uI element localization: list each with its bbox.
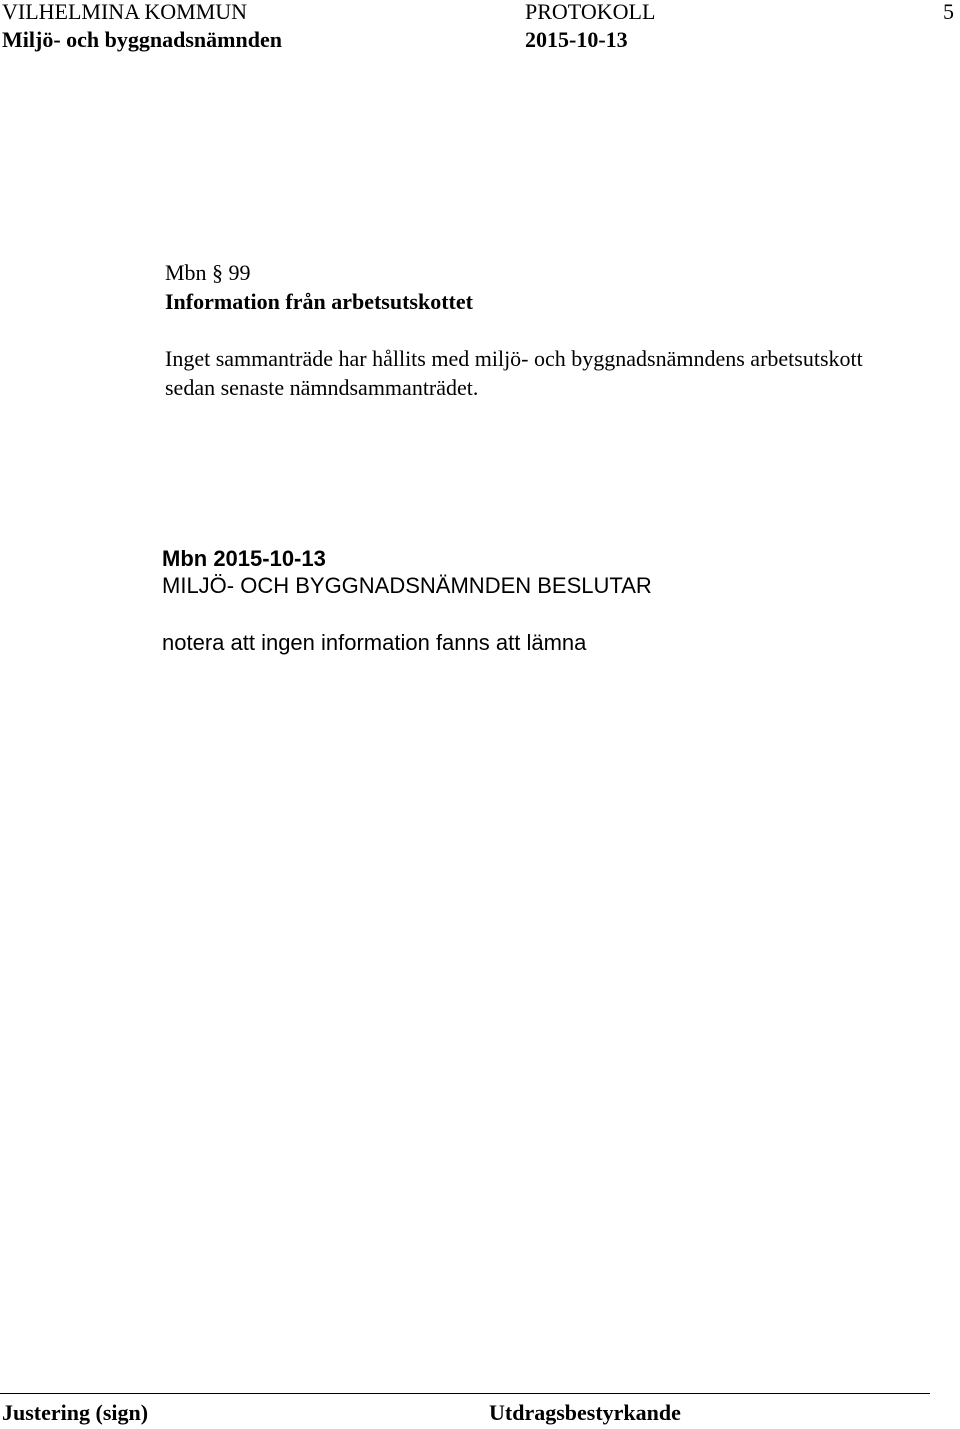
decision-text: notera att ingen information fanns att lämna [162,630,587,655]
section-title: Information från arbetsutskottet [165,289,473,314]
decision-reference: Mbn 2015-10-13 [162,546,326,571]
section-reference: Mbn § 99 [165,260,251,285]
footer-utdrag-label: Utdragsbestyrkande [489,1400,681,1425]
footer-divider [0,1393,930,1394]
header-date: 2015-10-13 [525,27,628,52]
header-organization: VILHELMINA KOMMUN [2,0,248,24]
section-body-line: sedan senaste nämndsammanträdet. [165,375,479,400]
footer-justering-label: Justering (sign) [2,1400,149,1425]
header-department: Miljö- och byggnadsnämnden [2,27,282,52]
header-document-type: PROTOKOLL [525,0,656,24]
header-page-number: 5 [943,0,954,24]
decision-heading: MILJÖ- OCH BYGGNADSNÄMNDEN BESLUTAR [162,573,652,598]
section-body-line: Inget sammanträde har hållits med miljö- och byggnadsnämndens arbetsutskott [165,346,863,371]
